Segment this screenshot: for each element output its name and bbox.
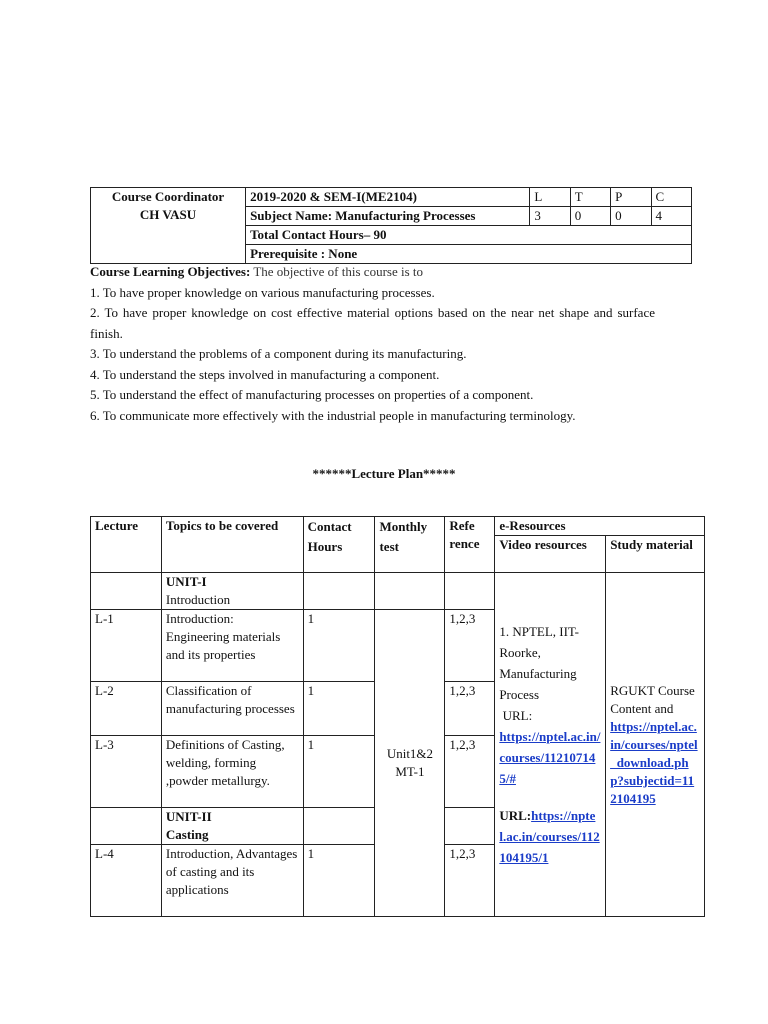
ltpc-value-l: 3	[530, 207, 570, 226]
video-url-label-2: URL:	[499, 808, 532, 823]
objective-item: 3. To understand the problems of a component during its manufacturing.	[90, 346, 467, 361]
lecture-plan-table	[90, 516, 705, 917]
objective-item: 6. To communicate more effectively with the industrial people in manufacturing terminology.	[90, 407, 576, 423]
table-row-lecture: L-2	[91, 682, 162, 736]
prerequisite: Prerequisite : None	[246, 245, 692, 264]
table-row-topic: Classification of manufacturing processes	[161, 682, 303, 736]
contact-hours: Total Contact Hours– 90	[246, 226, 692, 245]
unit1-monthly-cell	[375, 573, 445, 610]
header-contact-hours: Contact Hours	[303, 517, 375, 573]
objectives-lead	[90, 262, 655, 283]
coordinator-name: CH VASU	[139, 207, 197, 222]
header-monthly-test: Monthly test	[375, 517, 445, 573]
table-row-reference: 1,2,3	[445, 736, 495, 808]
unit2-subtitle: Casting	[165, 827, 209, 842]
unit1-heading-cell	[161, 573, 303, 610]
coordinator-cell	[91, 188, 246, 264]
unit2-ref-cell	[445, 808, 495, 845]
header-video-resources: Video resources	[495, 536, 606, 573]
ltpc-label-l: L	[530, 188, 570, 207]
table-row-topic: Introduction, Advantages of casting and its applications	[161, 845, 303, 917]
study-material-text: RGUKT Course Content and	[610, 682, 695, 716]
video-url-link-2[interactable]: https://nptel.ac.in/courses/112104195/1	[499, 808, 600, 865]
unit1-title: UNIT-I	[165, 574, 207, 589]
table-row-lecture: L-4	[91, 845, 162, 917]
unit1-hours-cell	[303, 573, 375, 610]
table-row-lecture: L-1	[91, 610, 162, 682]
table-row-hours: 1	[303, 610, 375, 682]
header-topics: Topics to be covered	[161, 517, 303, 573]
video-url-link-1[interactable]: https://nptel.ac.in/courses/112107145/#	[499, 729, 601, 786]
table-row-topic: Introduction: Engineering materials and its properties	[161, 610, 303, 682]
subject-name: Subject Name: Manufacturing Processes	[246, 207, 530, 226]
unit2-title: UNIT-II	[165, 809, 212, 824]
course-header-table	[90, 187, 692, 264]
unit1-ref-cell	[445, 573, 495, 610]
unit2-lecture-cell	[91, 808, 162, 845]
unit2-heading-cell	[161, 808, 303, 845]
ltpc-value-c: 4	[651, 207, 691, 226]
header-reference: Refe rence	[445, 517, 495, 573]
objectives-heading: Course Learning Objectives:	[90, 264, 251, 279]
objective-item: 4. To understand the steps involved in manufacturing a component.	[90, 366, 440, 382]
ltpc-value-p: 0	[611, 207, 651, 226]
header-e-resources: e-Resources	[495, 517, 705, 536]
objective-item: 5. To understand the effect of manufacturing processes on properties of a component.	[90, 387, 534, 402]
coordinator-label: Course Coordinator	[111, 189, 225, 204]
monthly-test-cell: Unit1&2 MT-1	[375, 610, 445, 917]
table-row-reference: 1,2,3	[445, 682, 495, 736]
unit2-hours-cell	[303, 808, 375, 845]
ltpc-value-t: 0	[570, 207, 610, 226]
video-resources-cell	[495, 573, 606, 917]
header-study-material: Study material	[606, 536, 705, 573]
table-row-reference: 1,2,3	[445, 845, 495, 917]
video-resource-text: 1. NPTEL, IIT-Roorke, Manufacturing Process	[499, 624, 580, 702]
table-row-reference: 1,2,3	[445, 610, 495, 682]
ltpc-label-t: T	[570, 188, 610, 207]
objective-item: 2. To have proper knowledge on cost effective material options based on the near net shape and surface finish.	[90, 305, 655, 341]
ltpc-label-p: P	[611, 188, 651, 207]
table-row-hours: 1	[303, 845, 375, 917]
table-row-lecture: L-3	[91, 736, 162, 808]
table-row-hours: 1	[303, 736, 375, 808]
video-url-label: URL:	[499, 708, 533, 723]
table-row-hours: 1	[303, 682, 375, 736]
unit1-lecture-cell	[91, 573, 162, 610]
objectives-intro: The objective of this course is to	[250, 264, 424, 279]
study-material-link[interactable]: https://nptel.ac.in/courses/nptel_download.php?subjectid=112104195	[610, 718, 698, 806]
lecture-plan-title: ******Lecture Plan*****	[312, 466, 456, 481]
unit1-subtitle: Introduction	[165, 592, 231, 607]
ltpc-label-c: C	[651, 188, 691, 207]
header-lecture: Lecture	[91, 517, 162, 573]
objective-item: 1. To have proper knowledge on various manufacturing processes.	[90, 284, 435, 300]
year-sem: 2019-2020 & SEM-I(ME2104)	[246, 188, 530, 207]
course-objectives	[90, 262, 655, 426]
table-row-topic: Definitions of Casting, welding, forming ,powder metallurgy.	[161, 736, 303, 808]
study-material-cell	[606, 573, 705, 917]
